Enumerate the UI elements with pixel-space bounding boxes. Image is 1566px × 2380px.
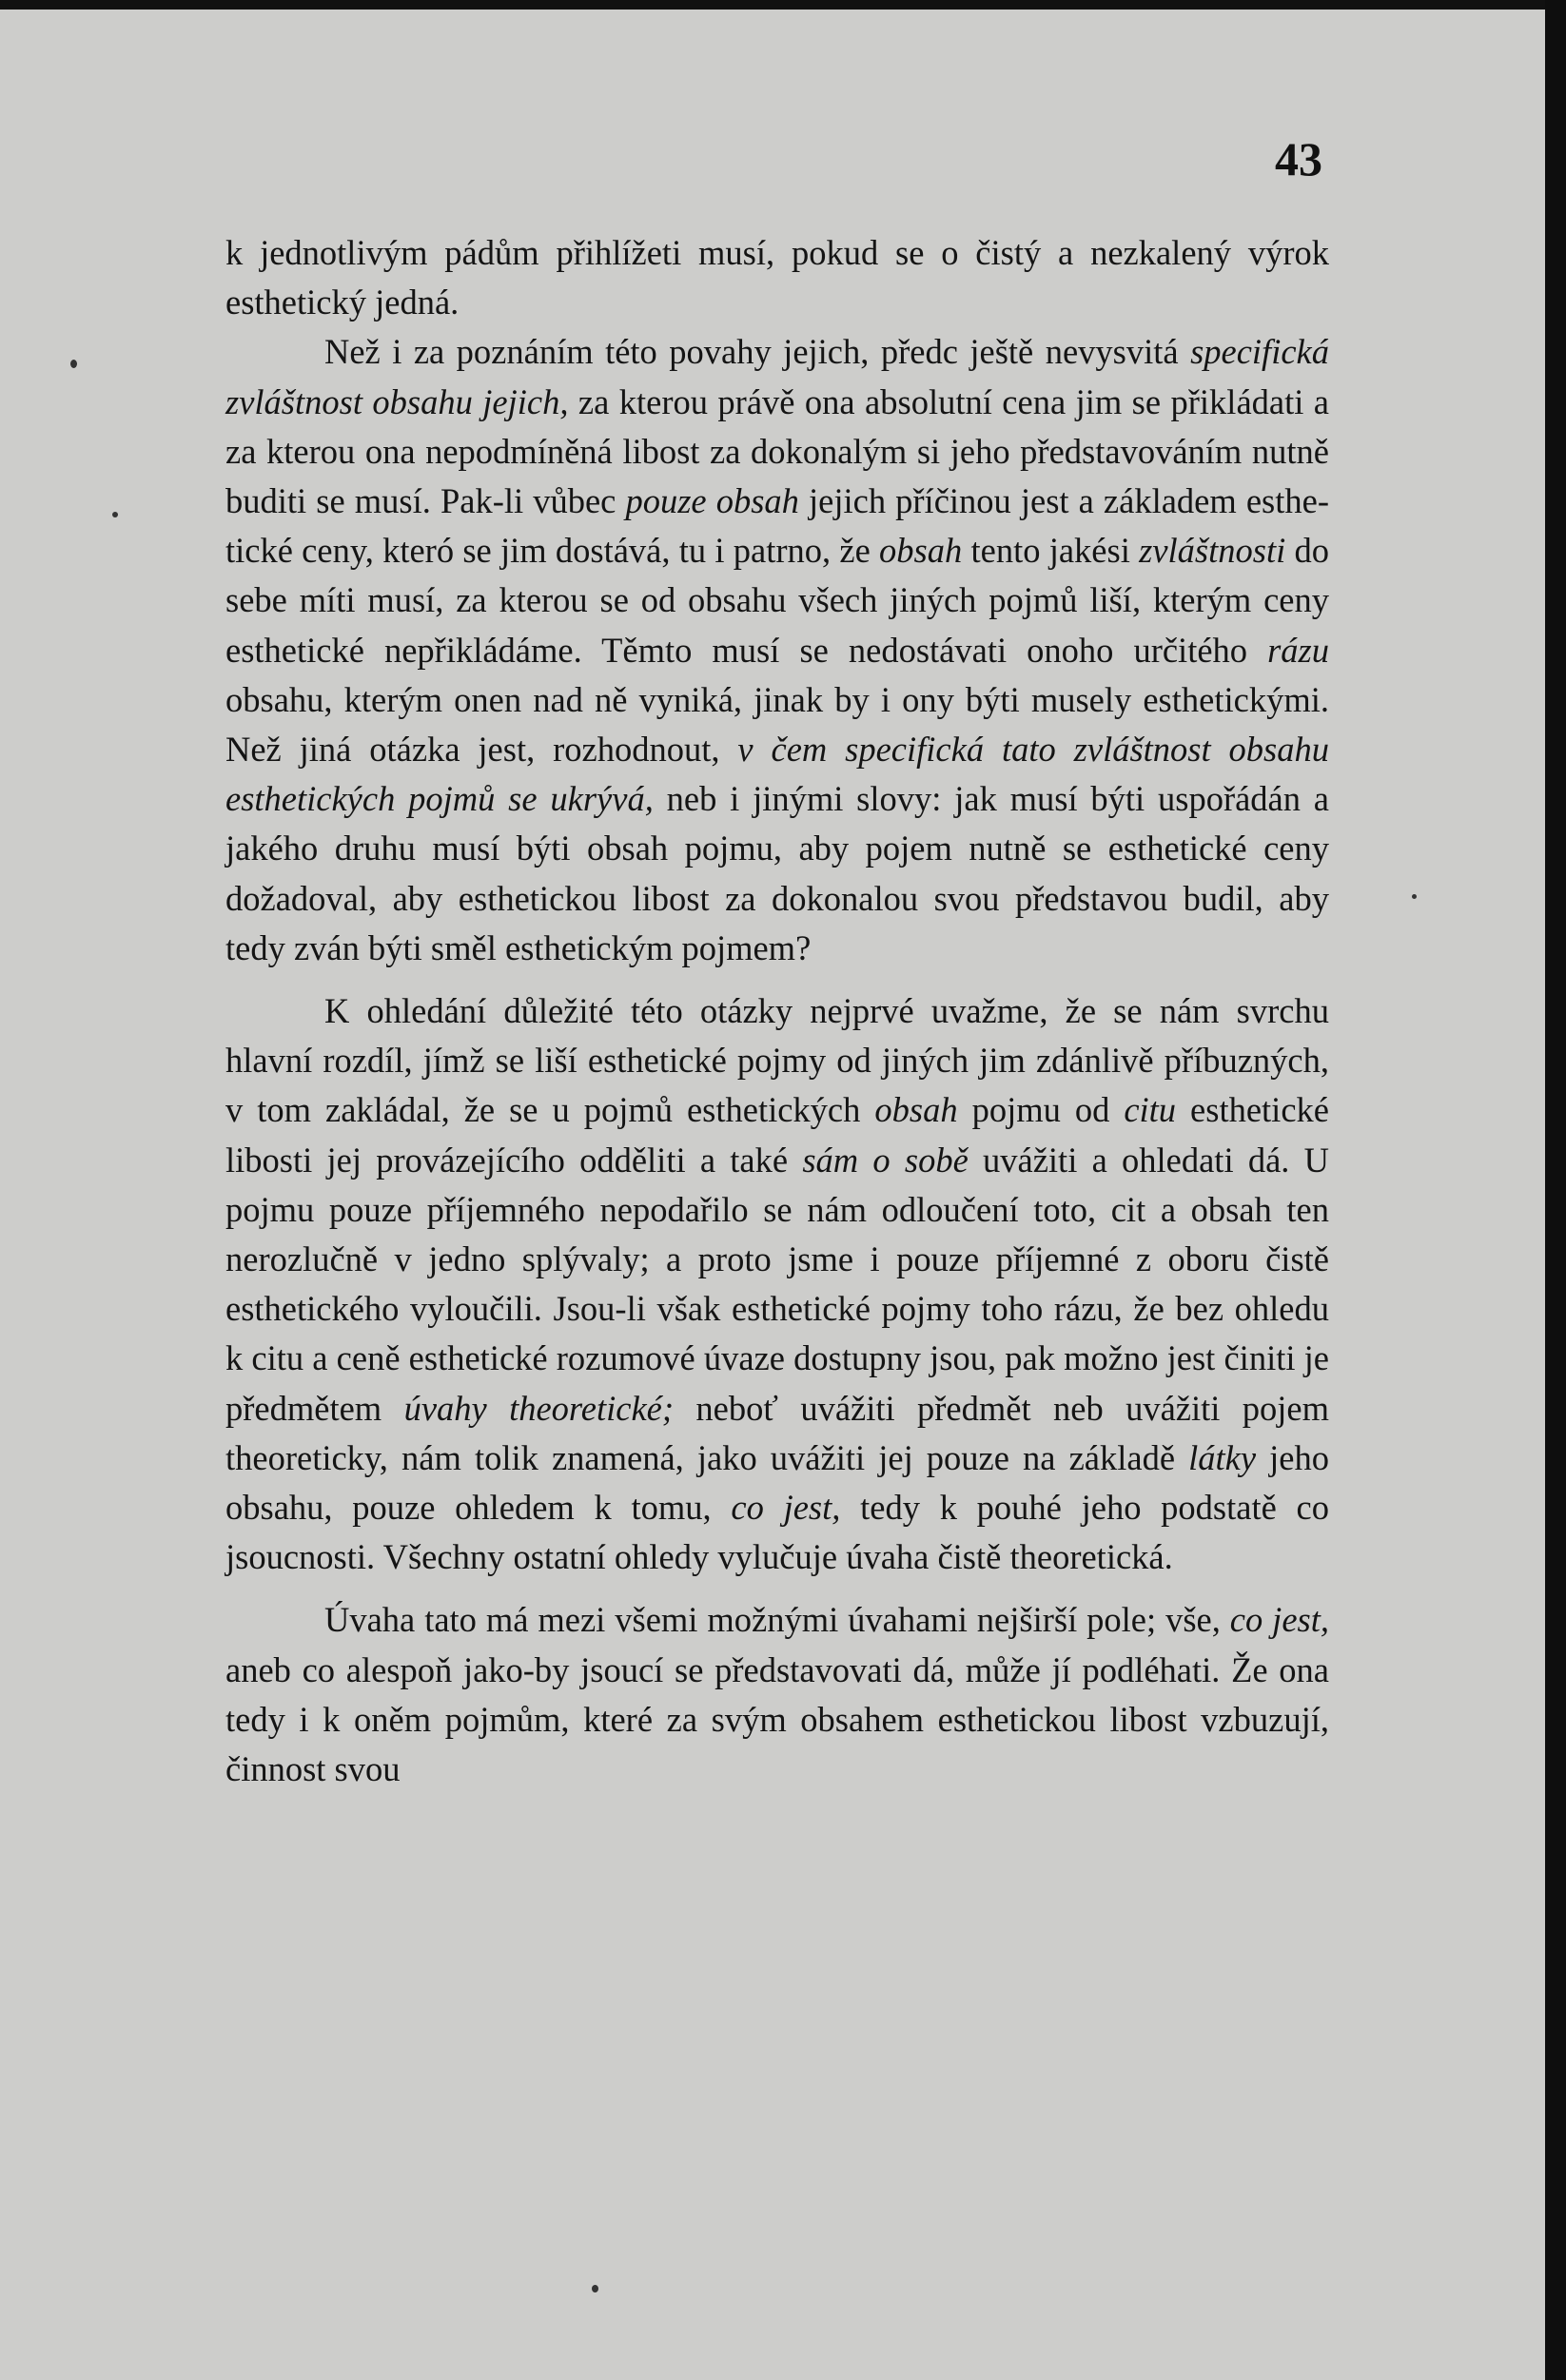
text-run: tento jakési (962, 531, 1140, 571)
text-run: aneb co alespoň jako-by jsoucí se představovati dá, může jí podléhati. Že ona tedy i k oněm pojmům, které za svým obsahem esthetickou libost vzbuzují, činnost svou (225, 1649, 1329, 1789)
italic-phrase: rázu (1267, 630, 1329, 670)
paragraph (225, 1595, 1329, 1794)
italic-phrase: zvláštnosti (1139, 531, 1286, 571)
text-run: Než i za poznáním této povahy jejich, předc ještě nevysvitá (324, 332, 1191, 372)
italic-phrase: co jest, (1229, 1600, 1329, 1640)
text-run: jeho obsahu, pouze ohledem k tomu, (225, 1437, 1329, 1528)
text-run: pojmu od (957, 1090, 1125, 1130)
text-run: za kterou právě ona absolutní cena jim se přikládati a za kterou ona nepodmíněná libost za dokonalým si jeho představováním nutně buditi se musí. Pak-li vůbec (225, 381, 1329, 521)
print-speck (112, 512, 118, 517)
text-run: k jednotlivým pádům přihlížeti musí, pokud se o čistý a nezkalený výrok esthetický jedná. (225, 233, 1329, 322)
italic-phrase: co jest, (731, 1488, 841, 1528)
text-run: neboť uvážiti předmět neb uvážiti pojem theoreticky, nám tolik znamená, jako uvážiti jej pouze na základě (225, 1388, 1329, 1477)
text-run: tedy k pouhé jeho podstatě co jsoucnosti. Všechny ostatní ohledy vylučuje úvaha čistě theoretická. (225, 1488, 1329, 1577)
italic-phrase: úvahy theoretické; (403, 1388, 675, 1428)
text-run: do sebe míti musí, za kterou se od obsahu všech jiných pojmů liší, kterým ceny esthetické nepřikládáme. Těmto musí se nedostávati onoho určitého (225, 531, 1329, 670)
text-run: Úvaha tato má mezi všemi možnými úvahami nejširší pole; vše, (324, 1600, 1230, 1640)
print-speck (1412, 894, 1417, 899)
italic-phrase: sám o sobě (802, 1140, 969, 1180)
print-speck (70, 360, 77, 368)
italic-phrase: látky (1188, 1437, 1257, 1477)
italic-phrase: v čem specifická tato zvláštnost obsahu esthetických pojmů se ukrývá, (225, 730, 1329, 819)
paragraph (225, 228, 1329, 327)
body-text (225, 228, 1329, 1794)
text-run: obsahu, kterým onen nad ně vyniká, jinak by i ony býti musely esthetickými. Než jiná otázka jest, rozhodnout, (225, 679, 1329, 770)
text-run: neb i jinými slovy: jak musí býti uspořádán a jakého druhu musí býti obsah pojmu, aby pojem nutně se esthetické ceny dožadoval, aby esthetickou libost za dokonalou svou představou budil, aby tedy zván býti směl esthetickým pojmem? (225, 779, 1329, 967)
print-speck (592, 2285, 598, 2292)
italic-phrase: obsah (879, 531, 963, 571)
paragraph (225, 327, 1329, 973)
page-edge-shadow (1545, 0, 1566, 2380)
page-number: 43 (1275, 132, 1322, 185)
text-run: esthetické libosti jej provázejícího odděliti a také (225, 1090, 1329, 1180)
paragraph (225, 986, 1329, 1582)
italic-phrase: specifická zvláštnost obsahu jejich, (225, 332, 1329, 421)
text-run: K ohledání důležité této otázky nejprvé uvažme, že se nám svrchu hlavní rozdíl, jímž se liší esthetické pojmy od jiných jim zdánlivě příbuzných, v tom zakládal, že se u pojmů esthetických (225, 991, 1329, 1130)
italic-phrase: obsah (874, 1090, 958, 1130)
text-run: jejich příčinou jest a základem esthetické ceny, kteró se jim dostává, tu i patrno, že (225, 481, 1329, 571)
italic-phrase: pouze obsah (625, 481, 799, 521)
text-run: uvážiti a ohledati dá. U pojmu pouze příjemného nepodařilo se nám odloučení toto, cit a obsah ten nerozlučně v jedno splývaly; a proto jsme i pouze příjemné z oboru čistě esthetického vyloučili. Jsou-li však esthetické pojmy toho rázu, že bez ohledu k citu a ceně esthetické rozumové úvaze dostupny jsou, pak možno jest činiti je předmětem (225, 1140, 1330, 1428)
italic-phrase: citu (1124, 1090, 1177, 1130)
